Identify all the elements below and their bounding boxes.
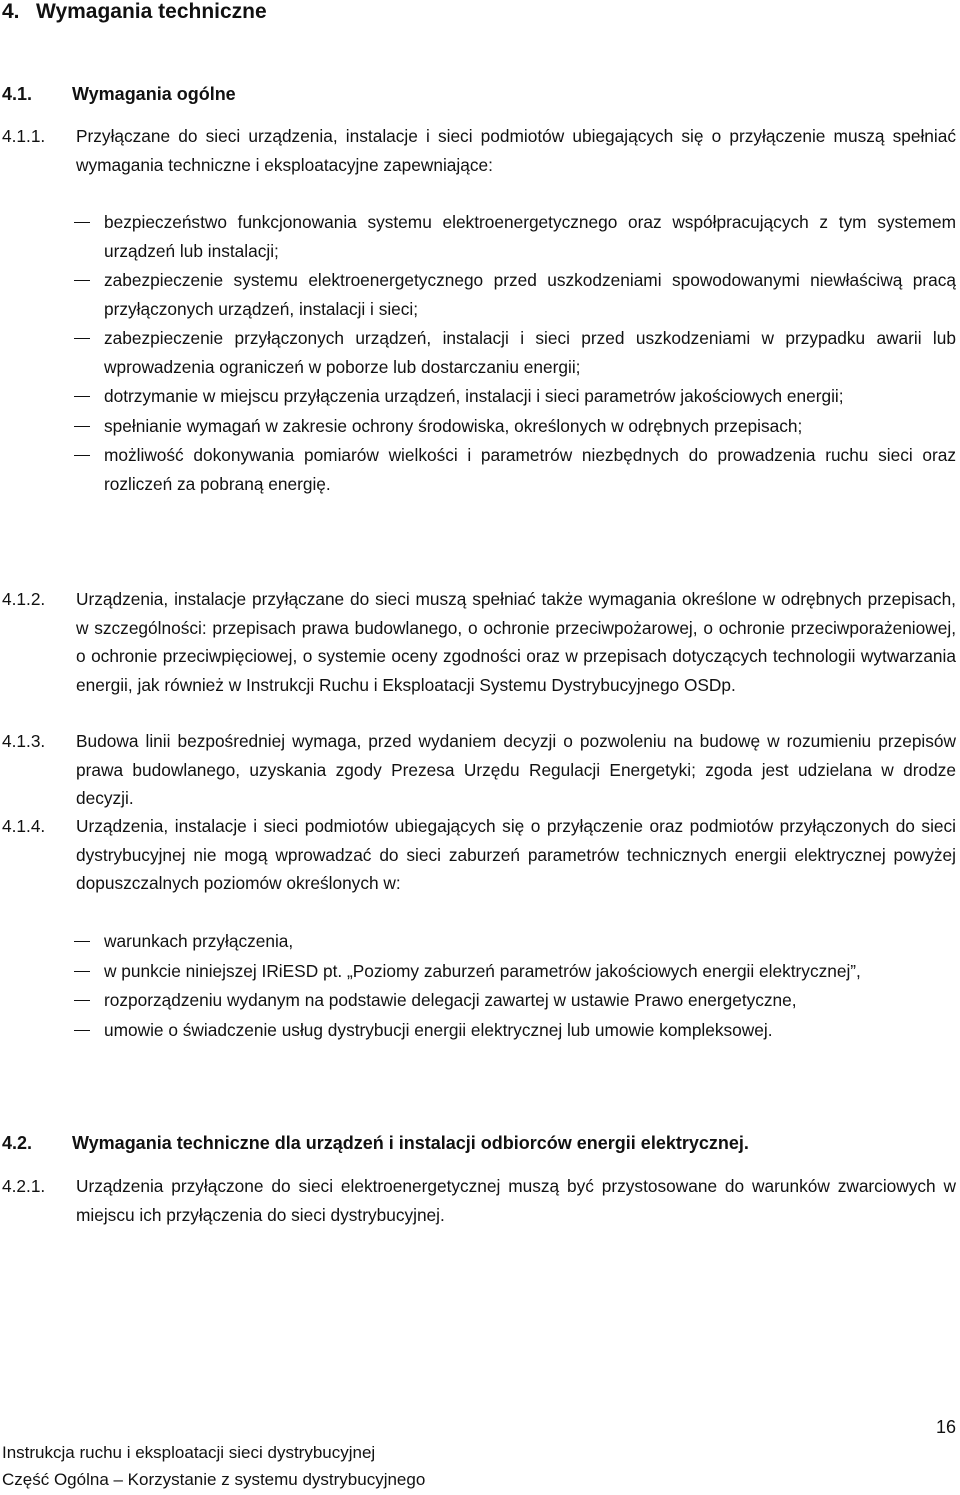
paragraph-number: 4.1.2.: [2, 589, 46, 609]
list-item: umowie o świadczenie usług dystrybucji energii elektrycznej lub umowie kompleksowej.: [74, 1016, 956, 1045]
section-heading-4-1: [2, 84, 902, 108]
footer-line-1: Instrukcja ruchu i eksploatacji sieci dystrybucyjnej: [2, 1443, 376, 1462]
dash-bullet: [74, 222, 90, 223]
paragraph-number: 4.2.1.: [2, 1176, 46, 1196]
dash-bullet: [74, 396, 90, 397]
section-number: 4.1.: [2, 84, 33, 104]
paragraph-4-1-3: [2, 727, 956, 813]
paragraph-text: Budowa linii bezpośredniej wymaga, przed wydaniem decyzji o pozwoleniu na budowę w rozumieniu przepisów prawa budowlanego, uzyskania zgody Prezesa Urzędu Regulacji Energetyki; zgoda jest udzielana w drodze decyzji.: [76, 731, 956, 808]
dash-bullet: [74, 971, 90, 972]
paragraph-text: Przyłączane do sieci urządzenia, instalacje i sieci podmiotów ubiegających się o przyłączenie muszą spełniać wymagania techniczne i eksploatacyjne zapewniające:: [76, 126, 956, 175]
list-item: w punkcie niniejszej IRiESD pt. „Poziomy zaburzeń parametrów jakościowych energii elektrycznej”,: [74, 957, 956, 986]
chapter-heading: [2, 0, 267, 24]
chapter-title: Wymagania techniczne: [36, 0, 267, 23]
paragraph-text: Urządzenia, instalacje i sieci podmiotów ubiegających się o przyłączenie oraz podmiotów przyłączonych do sieci dystrybucyjnej nie mogą wprowadzać do sieci zaburzeń parametrów technicznych energii elektrycznej powyżej dopuszczalnych poziomów określonych w:: [76, 816, 956, 893]
chapter-number: 4.: [2, 0, 20, 23]
paragraph-number: 4.1.3.: [2, 731, 46, 751]
dash-bullet: [74, 1030, 90, 1031]
section-number: 4.2.: [2, 1133, 33, 1153]
paragraph-4-1-2: [2, 585, 956, 699]
list-item: spełnianie wymagań w zakresie ochrony środowiska, określonych w odrębnych przepisach;: [74, 412, 956, 441]
list-item: zabezpieczenie przyłączonych urządzeń, instalacji i sieci przed uszkodzeniami w przypadku awarii lub wprowadzenia ograniczeń w poborze lub dostarczaniu energii;: [74, 324, 956, 381]
paragraph-4-2-1: [2, 1172, 956, 1229]
limits-list: [74, 927, 956, 1044]
paragraph-4-1-1: [2, 122, 956, 179]
requirements-list: [74, 208, 956, 498]
dash-bullet: [74, 455, 90, 456]
page-number: 16: [935, 1417, 956, 1437]
section-title: Wymagania techniczne dla urządzeń i instalacji odbiorców energii elektrycznej.: [72, 1133, 749, 1153]
list-item: dotrzymanie w miejscu przyłączenia urządzeń, instalacji i sieci parametrów jakościowych energii;: [74, 382, 956, 411]
dash-bullet: [74, 280, 90, 281]
footer-line-2: Część Ogólna – Korzystanie z systemu dystrybucyjnego: [2, 1470, 426, 1489]
section-heading-4-2: [2, 1133, 952, 1157]
paragraph-number: 4.1.4.: [2, 816, 46, 836]
list-item: zabezpieczenie systemu elektroenergetycznego przed uszkodzeniami spowodowanymi niewłaściwą pracą przyłączonych urządzeń, instalacji i sieci;: [74, 266, 956, 323]
list-item: rozporządzeniu wydanym na podstawie delegacji zawartej w ustawie Prawo energetyczne,: [74, 986, 956, 1015]
paragraph-number: 4.1.1.: [2, 126, 46, 146]
dash-bullet: [74, 338, 90, 339]
dash-bullet: [74, 941, 90, 942]
dash-bullet: [74, 1000, 90, 1001]
list-item: warunkach przyłączenia,: [74, 927, 956, 956]
paragraph-text: Urządzenia przyłączone do sieci elektroenergetycznej muszą być przystosowane do warunków zwarciowych w miejscu ich przyłączenia do sieci dystrybucyjnej.: [76, 1176, 956, 1225]
section-title: Wymagania ogólne: [72, 84, 236, 104]
list-item: bezpieczeństwo funkcjonowania systemu elektroenergetycznego oraz współpracujących z tym systemem urządzeń lub instalacji;: [74, 208, 956, 265]
paragraph-text: Urządzenia, instalacje przyłączane do sieci muszą spełniać także wymagania określone w odrębnych przepisach, w szczególności: przepisach prawa budowlanego, o ochronie przeciwpożarowej, o ochronie przeciwporażeniowej, o ochronie przeciwpięciowej, o systemie oceny zgodności oraz w przepisach dotyczących technologii wytwarzania energii, jak również w Instrukcji Ruchu i Eksploatacji Systemu Dystrybucyjnego OSDp.: [76, 589, 956, 695]
dash-bullet: [74, 426, 90, 427]
list-item: możliwość dokonywania pomiarów wielkości i parametrów niezbędnych do prowadzenia ruchu sieci oraz rozliczeń za pobraną energię.: [74, 441, 956, 498]
paragraph-4-1-4: [2, 812, 956, 898]
